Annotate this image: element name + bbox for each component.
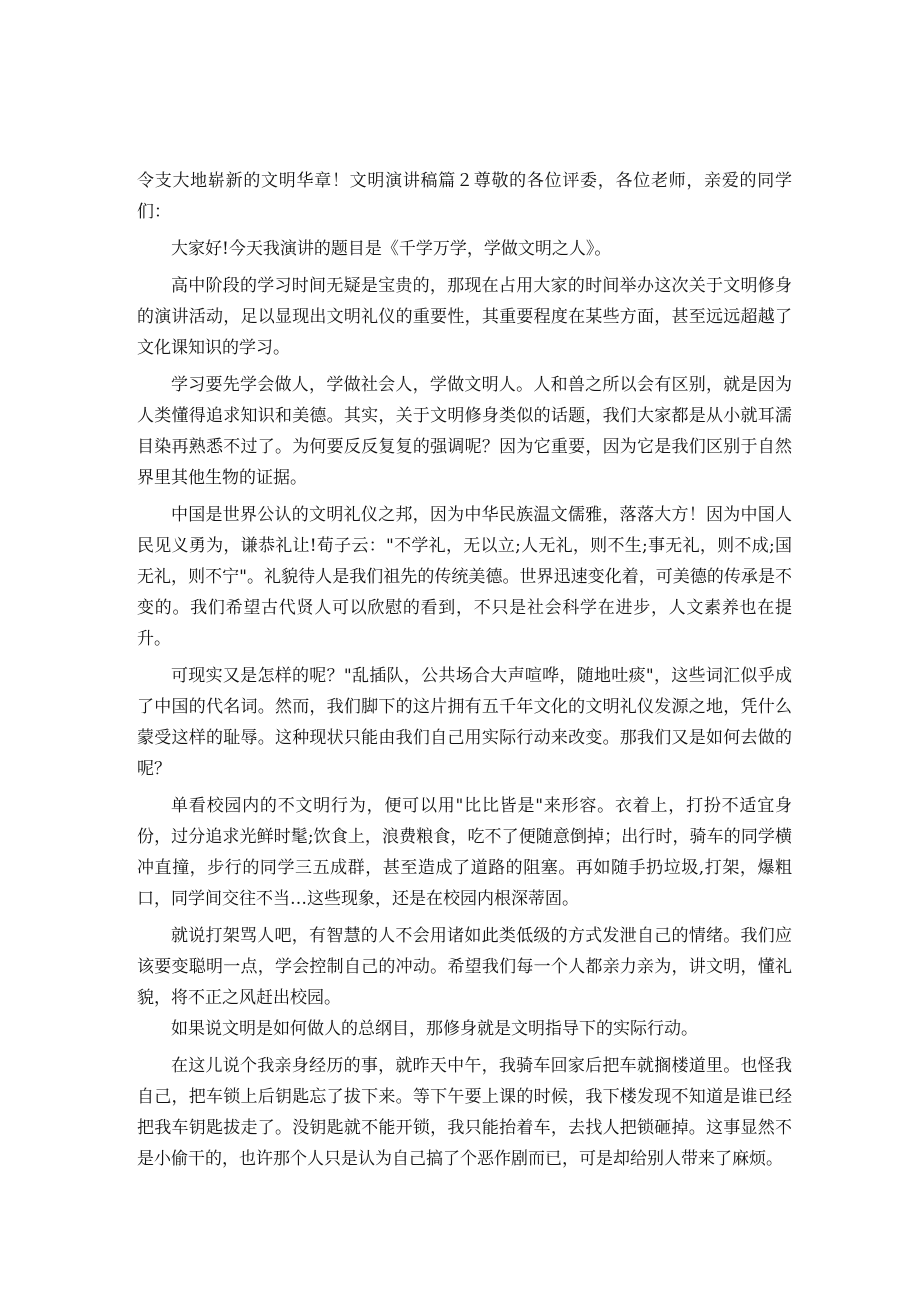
paragraph-2: 大家好!今天我演讲的题目是《千学万学，学做文明之人》。 — [171, 239, 612, 259]
paragraph-4: 学习要先学会做人，学做社会人，学做文明人。人和兽之所以会有区别，就是因为人类懂得追求知识和美德。其实，关于文明修身类似的话题，我们大家都是从小就耳濡目染再熟悉不过了。为何要反反复复的强调呢？因为它重要，因为它是我们区别于自然界里其他生物的证据。 — [137, 375, 792, 488]
document-body — [137, 166, 792, 1181]
paragraph-8: 就说打架骂人吧，有智慧的人不会用诸如此类低级的方式发泄自己的情绪。我们应该要变聪明一点，学会控制自己的冲动。希望我们每一个人都亲力亲为，讲文明，懂礼貌，将不正之风赶出校园。 — [137, 926, 792, 1008]
paragraph-9: 如果说文明是如何做人的总纲目，那修身就是文明指导下的实际行动。 — [171, 1019, 698, 1039]
paragraph-7: 单看校园内的不文明行为，便可以用"比比皆是"来形容。衣着上，打扮不适宜身份，过分追求光鲜时髦;饮食上，浪费粮食，吃不了便随意倒掉；出行时，骑车的同学横冲直撞，步行的同学三五成群，甚至造成了道路的阻塞。再如随手扔垃圾,打架，爆粗口，同学间交往不当…这些现象，还是在校园内根深蒂固。 — [137, 796, 792, 909]
paragraph-6: 可现实又是怎样的呢？"乱插队，公共场合大声喧哗，随地吐痰"，这些词汇似乎成了中国的代名词。然而，我们脚下的这片拥有五千年文化的文明礼仪发源之地，凭什么蒙受这样的耻辱。这种现状只能由我们自己用实际行动来改变。那我们又是如何去做的呢？ — [137, 666, 792, 779]
paragraph-1: 令支大地崭新的文明华章！文明演讲稿篇２尊敬的各位评委，各位老师，亲爱的同学们： — [137, 171, 792, 222]
paragraph-10: 在这儿说个我亲身经历的事，就昨天中午，我骑车回家后把车就搁楼道里。也怪我自己，把车锁上后钥匙忘了拔下来。等下午要上课的时候，我下楼发现不知道是谁已经把我车钥匙拔走了。没钥匙就不能开锁，我只能抬着车，去找人把锁砸掉。这事显然不是小偷干的，也许那个人只是认为自己搞了个恶作剧而已，可是却给别人带来了麻烦。 — [137, 1056, 792, 1169]
paragraph-5: 中国是世界公认的文明礼仪之邦，因为中华民族温文儒雅，落落大方！因为中国人民见义勇为，谦恭礼让!荀子云："不学礼，无以立;人无礼，则不生;事无礼，则不成;国无礼，则不宁"。礼貌待人是我们祖先的传统美德。世界迅速变化着，可美德的传承是不变的。我们希望古代贤人可以欣慰的看到，不只是社会科学在进步，人文素养也在提升。 — [137, 505, 792, 649]
paragraph-3: 高中阶段的学习时间无疑是宝贵的，那现在占用大家的时间举办这次关于文明修身的演讲活动，足以显现出文明礼仪的重要性，其重要程度在某些方面，甚至远远超越了文化课知识的学习。 — [137, 276, 792, 358]
